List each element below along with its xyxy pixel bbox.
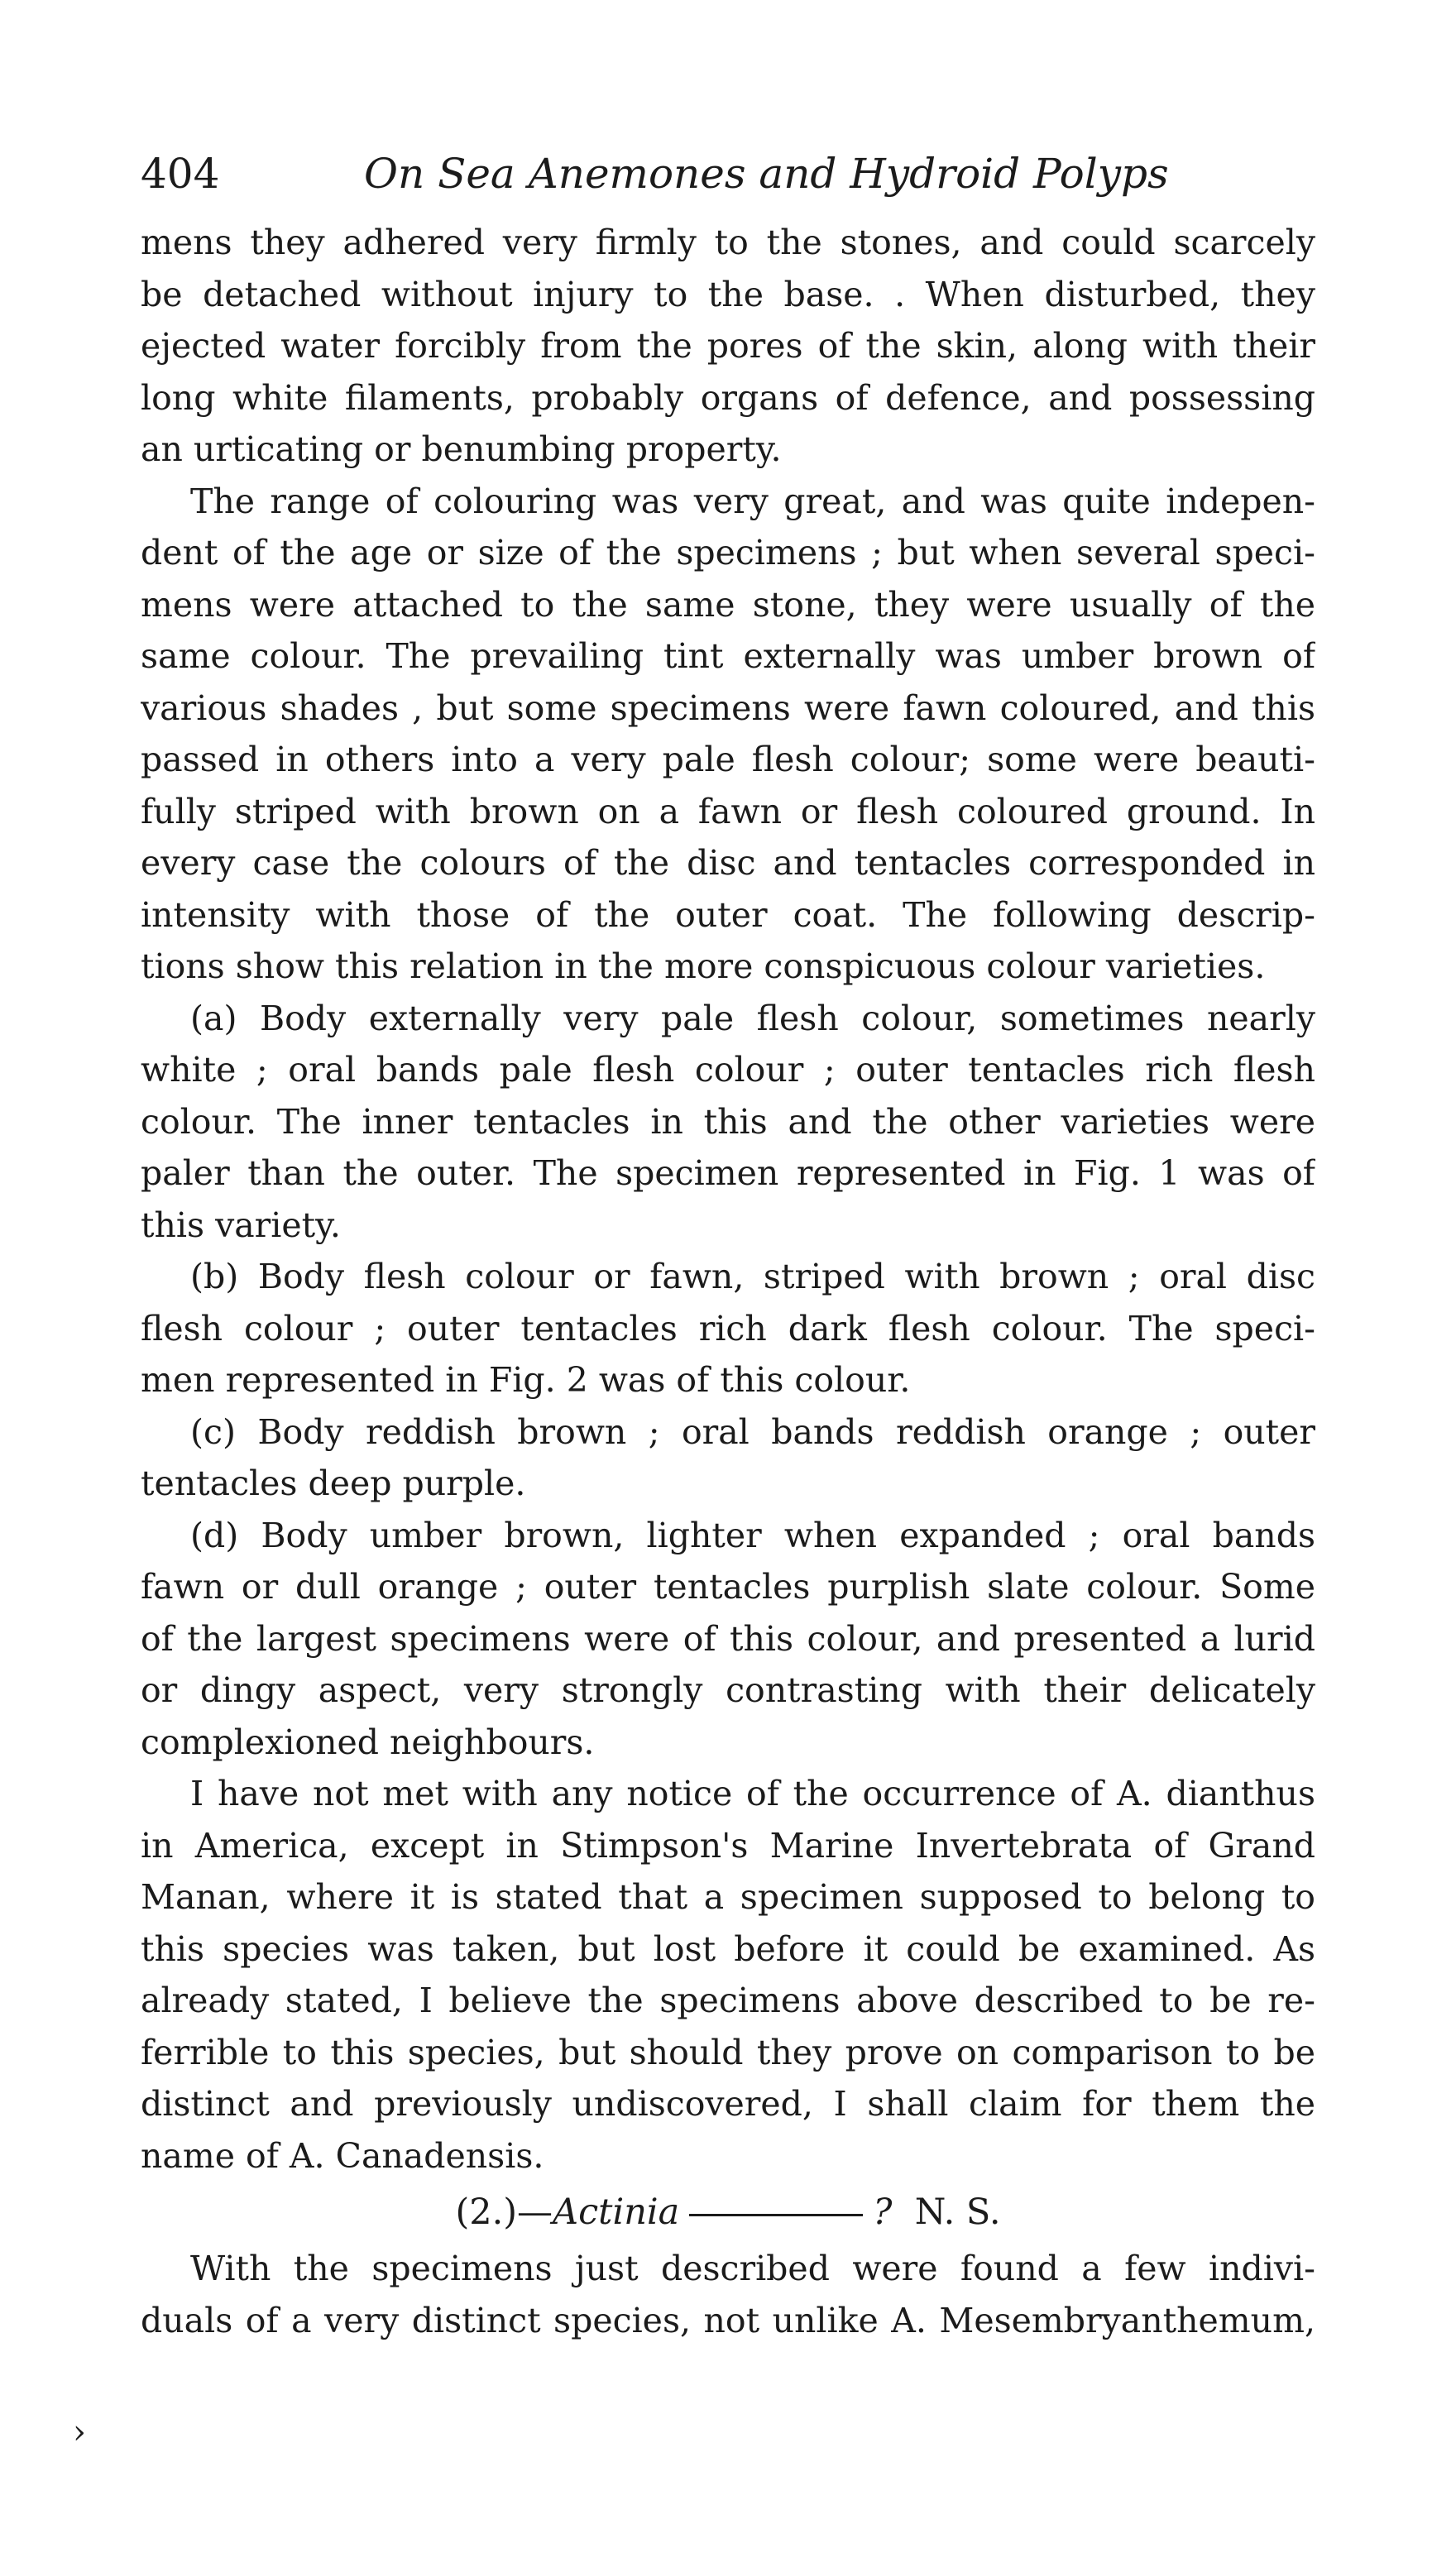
text-line: mens were attached to the same stone, they were usually of the xyxy=(141,584,1315,625)
text-line: tentacles deep purple. xyxy=(141,1463,526,1503)
page-number: 404 xyxy=(141,150,220,198)
text-line: Manan, where it is stated that a specimen supposed to belong to xyxy=(141,1877,1315,1917)
text-line: mens they adhered very firmly to the stones, and could scarcely xyxy=(141,223,1315,262)
text-line: I have not met with any notice of the occurrence of A. dianthus xyxy=(190,1774,1315,1813)
text-line: tions show this relation in the more conspicuous colour varieties. xyxy=(141,946,1266,986)
section-number: (2.)— xyxy=(455,2192,553,2233)
text-line: be detached without injury to the base. . When disturbed, they xyxy=(141,274,1315,314)
text-line: white ; oral bands pale flesh colour ; outer tentacles rich flesh xyxy=(141,1050,1315,1090)
text-line: The range of colouring was very great, and was quite indepen- xyxy=(190,481,1315,521)
text-line: ferrible to this species, but should they prove on comparison to be xyxy=(141,2032,1315,2072)
running-title: On Sea Anemones and Hydroid Polyps xyxy=(364,150,1169,198)
text-line: ejected water forcibly from the pores of the skin, along with their xyxy=(141,326,1315,366)
text-line: distinct and previously undiscovered, I shall claim for them the xyxy=(141,2084,1315,2124)
text-line: (d) Body umber brown, lighter when expanded ; oral bands xyxy=(190,1515,1315,1555)
text-line: various shades , but some specimens were fawn coloured, and this xyxy=(141,687,1315,728)
text-line: fawn or dull orange ; outer tentacles purplish slate colour. Some xyxy=(141,1567,1315,1607)
genus-name: Actinia xyxy=(553,2192,680,2233)
text-line: an urticating or benumbing property. xyxy=(141,429,782,469)
text-line: fully striped with brown on a fawn or flesh coloured ground. In xyxy=(141,791,1315,831)
text-line: in America, except in Stimpson's Marine Invertebrata of Grand xyxy=(141,1825,1315,1866)
text-line: dent of the age or size of the specimens ; but when several speci- xyxy=(141,533,1315,572)
species-blank-rule xyxy=(689,2214,863,2216)
text-line: colour. The inner tentacles in this and the other varieties were xyxy=(141,1101,1315,1142)
text-line: (c) Body reddish brown ; oral bands reddish orange ; outer xyxy=(190,1411,1315,1452)
text-line: flesh colour ; outer tentacles rich dark flesh colour. The speci- xyxy=(141,1308,1315,1348)
text-line: this species was taken, but lost before it could be examined. As xyxy=(141,1928,1315,1969)
text-line: duals of a very distinct species, not unlike A. Mesembryanthemum, xyxy=(141,2300,1315,2340)
text-line: intensity with those of the outer coat. The following descrip- xyxy=(141,894,1315,935)
text-line: complexioned neighbours. xyxy=(141,1722,595,1762)
new-species-mark: N. S. xyxy=(914,2192,1001,2233)
text-line: paler than the outer. The specimen represented in Fig. 1 was of xyxy=(141,1153,1315,1193)
text-line: passed in others into a very pale flesh colour; some were beauti- xyxy=(141,740,1315,779)
text-line: same colour. The prevailing tint externally was umber brown of xyxy=(141,636,1315,676)
text-line: this variety. xyxy=(141,1205,341,1245)
text-line: of the largest specimens were of this colour, and presented a lurid xyxy=(141,1618,1315,1659)
text-line: name of A. Canadensis. xyxy=(141,2135,544,2176)
text-line: men represented in Fig. 2 was of this colour. xyxy=(141,1360,911,1400)
species-query: ? xyxy=(873,2192,893,2233)
text-line: With the specimens just described were found a few indivi- xyxy=(190,2249,1315,2288)
text-line: every case the colours of the disc and tentacles corresponded in xyxy=(141,843,1315,883)
body-text xyxy=(141,217,1315,2346)
running-head xyxy=(141,141,1315,207)
text-line: (a) Body externally very pale flesh colour, sometimes nearly xyxy=(190,998,1315,1038)
text-line: already stated, I believe the specimens above described to be re- xyxy=(141,1981,1315,2020)
section-heading xyxy=(141,2182,1315,2243)
margin-mark: › xyxy=(73,2413,86,2451)
text-line: or dingy aspect, very strongly contrasting with their delicately xyxy=(141,1670,1315,1710)
text-line: (b) Body flesh colour or fawn, striped with brown ; oral disc xyxy=(190,1257,1315,1296)
text-line: long white filaments, probably organs of defence, and possessing xyxy=(141,377,1315,418)
